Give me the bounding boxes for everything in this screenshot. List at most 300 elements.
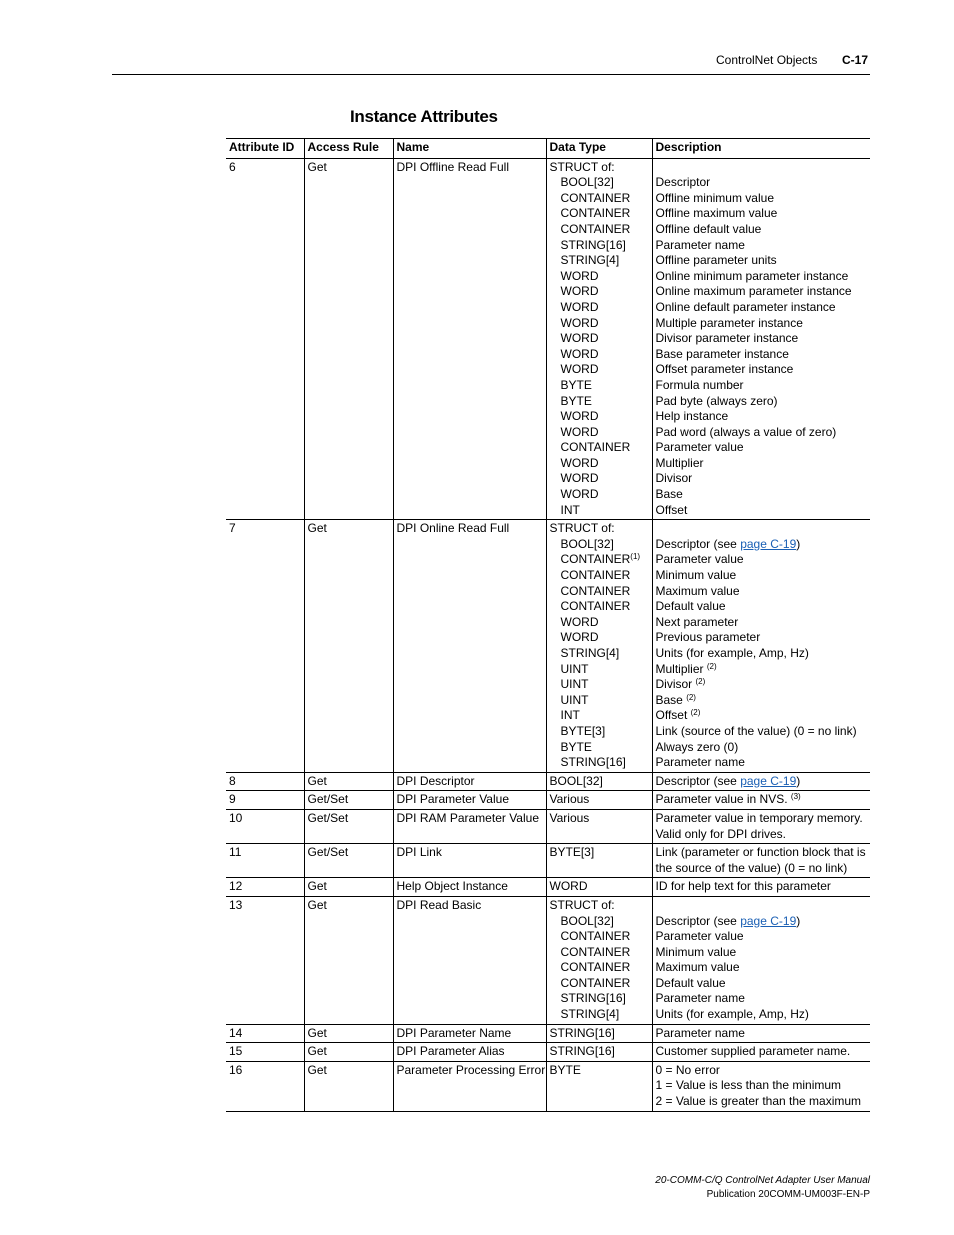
description-cell	[652, 1061, 870, 1111]
data-type-text: STRING[16]	[549, 1025, 615, 1040]
data-type-line	[550, 253, 650, 269]
data-type-line	[550, 284, 650, 300]
data-type-line	[550, 471, 650, 487]
description-line	[656, 898, 869, 914]
description-line	[656, 191, 869, 207]
data-type-text: STRING[16]	[560, 991, 626, 1006]
footer-publication: Publication 20COMM-UM003F-EN-P	[706, 1189, 870, 1200]
page-number: C-17	[842, 53, 869, 67]
data-type-line	[550, 394, 650, 410]
description-line	[656, 811, 869, 827]
running-header-section: ControlNet Objects	[716, 53, 818, 67]
table-row	[226, 809, 870, 843]
data-type-line	[550, 537, 650, 553]
attribute-id-cell: 13	[229, 897, 243, 912]
description-text: Base	[655, 692, 687, 707]
data-type-line	[550, 774, 650, 790]
description-cell	[652, 878, 870, 897]
table-row	[226, 1024, 870, 1043]
description-text: Divisor parameter instance	[655, 331, 799, 346]
description-text: Parameter name	[655, 755, 745, 770]
description-text: Base parameter instance	[655, 346, 789, 361]
description-text: Parameter name	[655, 237, 745, 252]
data-type-line	[550, 521, 650, 537]
description-cell	[652, 520, 870, 773]
data-type-line	[550, 160, 650, 176]
data-type-line	[550, 646, 650, 662]
description-text: Descriptor (see	[655, 773, 741, 788]
description-text: Valid only for DPI drives.	[655, 826, 786, 841]
data-type-cell	[546, 844, 652, 878]
data-type-line	[550, 811, 650, 827]
description-line	[656, 503, 869, 519]
description-line	[656, 755, 869, 771]
table-header-row	[226, 139, 870, 159]
description-cell	[652, 844, 870, 878]
data-type-text: WORD	[549, 879, 588, 894]
description-text: Parameter value	[655, 440, 744, 455]
description-text: ID for help text for this parameter	[655, 879, 831, 894]
table-row	[226, 896, 870, 1024]
data-type-text: CONTAINER	[560, 190, 631, 205]
attribute-id-cell: 11	[229, 845, 242, 860]
access-rule-cell: Get/Set	[304, 791, 393, 810]
data-type-text: BYTE	[549, 1062, 581, 1077]
data-type-text: STRING[16]	[549, 1044, 615, 1059]
column-header: Description	[652, 139, 870, 159]
data-type-line	[550, 945, 650, 961]
data-type-cell	[546, 1043, 652, 1062]
description-text: Online minimum parameter instance	[655, 268, 849, 283]
data-type-line	[550, 1044, 650, 1060]
description-text: Offset parameter instance	[655, 362, 794, 377]
footnote-marker: (1)	[630, 552, 641, 562]
access-rule-cell: Get/Set	[304, 809, 393, 843]
description-text: Multiplier	[655, 661, 707, 676]
page-link[interactable]: page C-19	[740, 913, 797, 928]
description-line	[656, 175, 869, 191]
access-rule-cell: Get	[304, 1061, 393, 1111]
description-line	[656, 284, 869, 300]
name-cell: DPI RAM Parameter Value	[393, 809, 546, 843]
data-type-text: Various	[549, 810, 590, 825]
column-header: Attribute ID	[226, 139, 304, 159]
table-row	[226, 878, 870, 897]
data-type-line	[550, 976, 650, 992]
data-type-text: STRING[16]	[560, 237, 626, 252]
data-type-text: CONTAINER	[560, 206, 631, 221]
description-line	[656, 1044, 869, 1060]
data-type-text: WORD	[560, 614, 599, 629]
description-line	[656, 960, 869, 976]
data-type-text: CONTAINER	[560, 599, 631, 614]
data-type-line	[550, 929, 650, 945]
column-header: Data Type	[546, 139, 652, 159]
data-type-text: STRING[4]	[560, 253, 620, 268]
description-line	[656, 362, 869, 378]
description-tail: )	[796, 913, 801, 928]
description-text: Divisor	[655, 471, 693, 486]
data-type-line	[550, 362, 650, 378]
data-type-cell	[546, 520, 652, 773]
data-type-line	[550, 630, 650, 646]
data-type-line	[550, 662, 650, 678]
description-text: Pad byte (always zero)	[655, 393, 778, 408]
description-text: Formula number	[655, 377, 744, 392]
footnote-marker: (2)	[686, 692, 696, 702]
description-text: Offline maximum value	[655, 206, 778, 221]
description-text: Offset	[655, 502, 688, 517]
data-type-cell	[546, 158, 652, 520]
description-line	[656, 1094, 869, 1110]
data-type-cell	[546, 1024, 652, 1043]
description-line	[656, 222, 869, 238]
access-rule-cell: Get/Set	[304, 844, 393, 878]
attribute-id-cell: 12	[229, 879, 243, 894]
description-line	[656, 845, 869, 861]
data-type-line	[550, 755, 650, 771]
footnote-marker: (2)	[690, 708, 701, 718]
data-type-line	[550, 599, 650, 615]
description-text: Online maximum parameter instance	[655, 284, 852, 299]
data-type-line	[550, 724, 650, 740]
data-type-text: WORD	[560, 630, 599, 645]
data-type-line	[550, 206, 650, 222]
description-text: Multiplier	[655, 455, 704, 470]
description-line	[656, 945, 869, 961]
data-type-text: BOOL[32]	[560, 913, 614, 928]
data-type-line	[550, 914, 650, 930]
data-type-text: CONTAINER	[560, 221, 631, 236]
description-line	[656, 521, 869, 537]
description-text: Maximum value	[655, 583, 740, 598]
data-type-text: CONTAINER	[560, 929, 631, 944]
access-rule-cell: Get	[304, 878, 393, 897]
description-text: Minimum value	[655, 568, 737, 583]
description-line	[656, 394, 869, 410]
description-line	[656, 879, 869, 895]
table-row	[226, 520, 870, 773]
access-rule-cell: Get	[304, 896, 393, 1024]
description-cell	[652, 158, 870, 520]
name-cell: DPI Link	[393, 844, 546, 878]
description-text: Customer supplied parameter name.	[655, 1044, 851, 1059]
description-line	[656, 552, 869, 568]
data-type-text: CONTAINER	[560, 975, 631, 990]
data-type-text: BYTE	[560, 393, 592, 408]
description-text: Descriptor	[655, 175, 711, 190]
description-text: Parameter value	[655, 929, 744, 944]
data-type-text: BYTE[3]	[560, 723, 606, 738]
description-line	[656, 537, 869, 553]
description-text: Online default parameter instance	[655, 299, 836, 314]
data-type-text: WORD	[560, 455, 599, 470]
data-type-line	[550, 440, 650, 456]
footer-manual-title: 20-COMM-C/Q ControlNet Adapter User Manual	[655, 1175, 870, 1186]
description-text: Parameter value	[655, 552, 744, 567]
description-text: Offline default value	[655, 221, 762, 236]
description-text: Offline parameter units	[655, 253, 777, 268]
name-cell: DPI Parameter Name	[393, 1024, 546, 1043]
data-type-line	[550, 316, 650, 332]
table-body	[226, 158, 870, 1111]
data-type-line	[550, 693, 650, 709]
attribute-id-cell: 7	[229, 521, 236, 536]
data-type-text: WORD	[560, 487, 599, 502]
column-header: Name	[393, 139, 546, 159]
data-type-line	[550, 898, 650, 914]
data-type-text: STRUCT of:	[549, 159, 615, 174]
description-line	[656, 487, 869, 503]
attribute-id-cell: 9	[229, 792, 236, 807]
attribute-id-cell: 6	[229, 159, 236, 174]
data-type-text: CONTAINER	[560, 944, 631, 959]
data-type-text: INT	[560, 502, 580, 517]
description-line	[656, 568, 869, 584]
name-cell: DPI Parameter Alias	[393, 1043, 546, 1062]
description-text: Pad word (always a value of zero)	[655, 424, 837, 439]
description-text: Link (parameter or function block that is	[655, 845, 866, 860]
data-type-line	[550, 269, 650, 285]
description-line	[656, 708, 869, 724]
description-line	[656, 630, 869, 646]
description-text: Descriptor (see	[655, 536, 741, 551]
description-text: Parameter value in temporary memory.	[655, 810, 863, 825]
data-type-line	[550, 708, 650, 724]
description-line	[656, 599, 869, 615]
description-text: Help instance	[655, 409, 729, 424]
description-text: Parameter name	[655, 1025, 745, 1040]
description-line	[656, 740, 869, 756]
description-text: Parameter name	[655, 991, 745, 1006]
description-text: Always zero (0)	[655, 739, 739, 754]
data-type-text: WORD	[560, 409, 599, 424]
description-text: Previous parameter	[655, 630, 761, 645]
data-type-text: STRING[4]	[560, 1007, 620, 1022]
data-type-text: CONTAINER	[560, 552, 631, 567]
data-type-line	[550, 991, 650, 1007]
data-type-text: STRUCT of:	[549, 521, 615, 536]
description-text: Offline minimum value	[655, 190, 774, 205]
table-row	[226, 1061, 870, 1111]
description-line	[656, 774, 869, 790]
description-line	[656, 646, 869, 662]
description-text: Multiple parameter instance	[655, 315, 803, 330]
description-line	[656, 827, 869, 843]
description-cell	[652, 791, 870, 810]
description-cell	[652, 1024, 870, 1043]
data-type-line	[550, 222, 650, 238]
header-rule	[112, 74, 870, 75]
footnote-marker: (2)	[695, 677, 706, 687]
description-cell	[652, 772, 870, 791]
description-line	[656, 269, 869, 285]
description-line	[656, 584, 869, 600]
description-line	[656, 253, 869, 269]
attribute-id-cell: 16	[229, 1062, 243, 1077]
data-type-text: STRING[4]	[560, 646, 620, 660]
access-rule-cell: Get	[304, 1043, 393, 1062]
description-text: Minimum value	[655, 944, 737, 959]
data-type-cell	[546, 896, 652, 1024]
instance-attributes-table	[226, 138, 870, 1112]
data-type-line	[550, 331, 650, 347]
data-type-cell	[546, 809, 652, 843]
data-type-line	[550, 425, 650, 441]
description-line	[656, 456, 869, 472]
page-link[interactable]: page C-19	[740, 536, 797, 551]
data-type-text: Various	[549, 792, 590, 807]
description-line	[656, 861, 869, 877]
description-line	[656, 662, 869, 678]
description-line	[656, 440, 869, 456]
description-text: 0 = No error	[655, 1062, 720, 1077]
data-type-line	[550, 792, 650, 808]
data-type-text: BYTE	[560, 377, 592, 392]
name-cell: DPI Parameter Value	[393, 791, 546, 810]
description-cell	[652, 1043, 870, 1062]
description-line	[656, 1026, 869, 1042]
description-text: Units (for example, Amp, Hz)	[655, 646, 809, 660]
description-line	[656, 238, 869, 254]
description-text: Link (source of the value) (0 = no link)	[655, 723, 857, 738]
description-line	[656, 914, 869, 930]
access-rule-cell: Get	[304, 520, 393, 773]
description-line	[656, 929, 869, 945]
data-type-line	[550, 409, 650, 425]
description-line	[656, 991, 869, 1007]
description-tail: )	[796, 773, 801, 788]
data-type-text: WORD	[560, 471, 599, 486]
data-type-text: BYTE	[560, 739, 592, 754]
data-type-text: WORD	[560, 315, 599, 330]
description-line	[656, 409, 869, 425]
table-row	[226, 772, 870, 791]
description-line	[656, 1063, 869, 1079]
data-type-line	[550, 740, 650, 756]
description-line	[656, 677, 869, 693]
name-cell: DPI Descriptor	[393, 772, 546, 791]
description-text: Base	[655, 487, 683, 502]
description-text: the source of the value) (0 = no link)	[655, 860, 848, 875]
description-line	[656, 1078, 869, 1094]
data-type-text: CONTAINER	[560, 960, 631, 975]
data-type-text: UINT	[560, 661, 589, 676]
description-line	[656, 347, 869, 363]
description-text: Offset	[655, 708, 691, 723]
description-text: Default value	[655, 975, 726, 990]
description-line	[656, 300, 869, 316]
description-line	[656, 425, 869, 441]
data-type-line	[550, 552, 650, 568]
attribute-id-cell: 15	[229, 1044, 243, 1059]
table-row	[226, 791, 870, 810]
description-line	[656, 724, 869, 740]
data-type-text: WORD	[560, 362, 599, 377]
data-type-line	[550, 238, 650, 254]
data-type-text: WORD	[560, 268, 599, 283]
data-type-line	[550, 677, 650, 693]
data-type-text: WORD	[560, 346, 599, 361]
description-text: Next parameter	[655, 614, 739, 629]
description-line	[656, 471, 869, 487]
data-type-text: BOOL[32]	[549, 773, 603, 788]
description-cell	[652, 809, 870, 843]
name-cell: DPI Read Basic	[393, 896, 546, 1024]
data-type-line	[550, 378, 650, 394]
page-link[interactable]: page C-19	[740, 773, 797, 788]
data-type-cell	[546, 772, 652, 791]
data-type-text: UINT	[560, 692, 589, 707]
footnote-marker: (3)	[790, 792, 801, 802]
data-type-text: UINT	[560, 677, 589, 692]
attribute-id-cell: 8	[229, 773, 236, 788]
data-type-text: WORD	[560, 284, 599, 299]
description-text: Parameter value in NVS.	[655, 792, 791, 807]
description-line	[656, 1007, 869, 1023]
description-line	[656, 615, 869, 631]
access-rule-cell: Get	[304, 772, 393, 791]
data-type-text: BOOL[32]	[560, 175, 614, 190]
description-text: Descriptor (see	[655, 913, 741, 928]
description-line	[656, 976, 869, 992]
attribute-id-cell: 14	[229, 1025, 243, 1040]
data-type-line	[550, 191, 650, 207]
data-type-line	[550, 487, 650, 503]
data-type-line	[550, 456, 650, 472]
access-rule-cell: Get	[304, 1024, 393, 1043]
description-line	[656, 693, 869, 709]
data-type-text: WORD	[560, 424, 599, 439]
attribute-id-cell: 10	[229, 810, 243, 825]
data-type-line	[550, 584, 650, 600]
data-type-cell	[546, 1061, 652, 1111]
data-type-line	[550, 879, 650, 895]
table-row	[226, 1043, 870, 1062]
data-type-text: STRING[16]	[560, 755, 626, 770]
description-line	[656, 792, 869, 808]
name-cell: Help Object Instance	[393, 878, 546, 897]
data-type-text: BYTE[3]	[549, 845, 595, 860]
data-type-line	[550, 845, 650, 861]
data-type-line	[550, 175, 650, 191]
description-text: Maximum value	[655, 960, 740, 975]
table-row	[226, 844, 870, 878]
data-type-line	[550, 960, 650, 976]
section-heading: Instance Attributes	[350, 107, 498, 126]
data-type-text: CONTAINER	[560, 440, 631, 455]
table-row	[226, 158, 870, 520]
description-text: 1 = Value is less than the minimum	[655, 1078, 842, 1093]
column-header: Access Rule	[304, 139, 393, 159]
data-type-line	[550, 300, 650, 316]
data-type-cell	[546, 878, 652, 897]
data-type-text: BOOL[32]	[560, 536, 614, 551]
description-line	[656, 160, 869, 176]
description-text: Divisor	[655, 677, 696, 692]
data-type-line	[550, 1026, 650, 1042]
data-type-line	[550, 1007, 650, 1023]
data-type-text: CONTAINER	[560, 568, 631, 583]
data-type-line	[550, 615, 650, 631]
description-line	[656, 316, 869, 332]
description-cell	[652, 896, 870, 1024]
data-type-line	[550, 1063, 650, 1079]
description-text: Default value	[655, 599, 726, 614]
data-type-line	[550, 568, 650, 584]
access-rule-cell: Get	[304, 158, 393, 520]
footnote-marker: (2)	[706, 661, 717, 671]
